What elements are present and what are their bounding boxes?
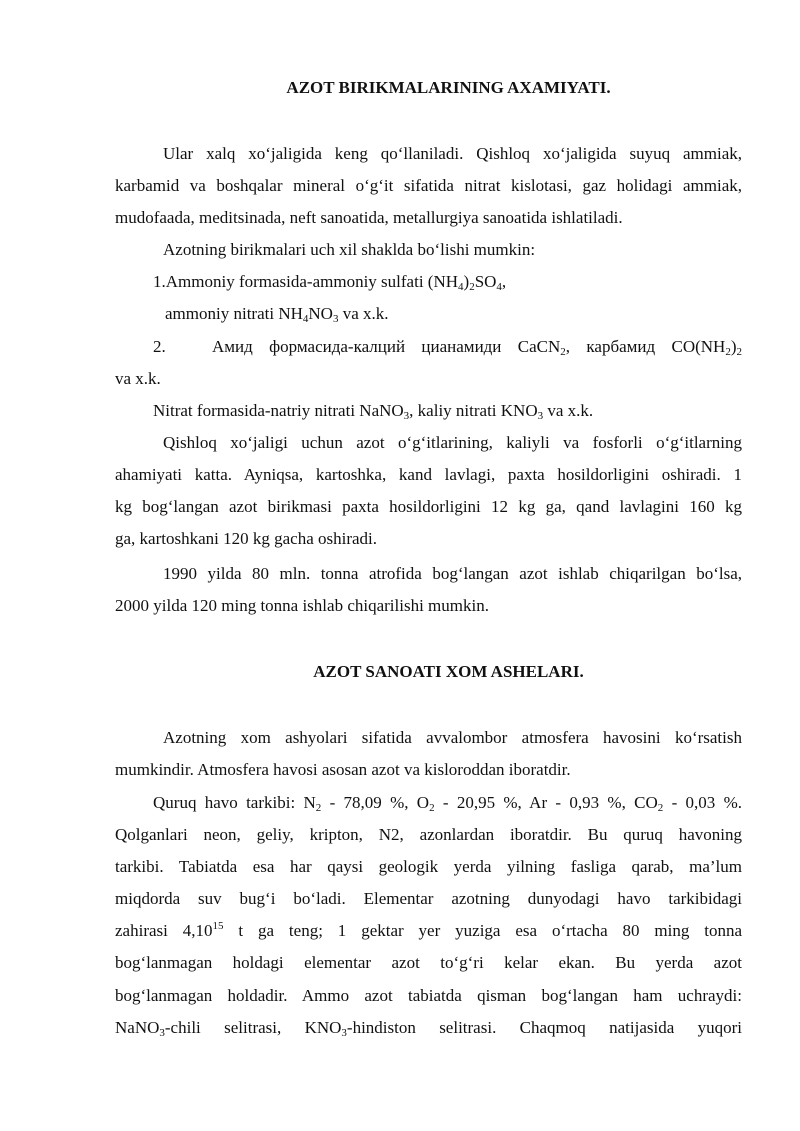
paragraph-line: 2000 yilda 120 ming tonna ishlab chiqarilishi mumkin. [115,596,489,615]
paragraph-line: ga, kartoshkani 120 kg gacha oshiradi. [115,529,378,548]
paragraph-line: mumkindir. Atmosfera havosi asosan azot va kisloroddan iboratdir. [115,760,571,779]
paragraph-line: bog‘lanmagan holdagi elementar azot to‘g‘ri kelar ekan. Bu yerda azot [115,953,742,972]
paragraph-line: Azotning birikmalari uch xil shaklda bo‘lishi mumkin: [163,240,536,259]
paragraph-line: kg bog‘langan azot birikmasi paxta hosildorligini 12 kg ga, qand lavlagini 160 kg [115,497,742,516]
nitrogen-reserve-line: zahirasi 4,10$^{15}$ t ga teng; 1 gektar yer yuziga esa o‘rtacha 80 ming tonna [115,920,743,940]
paragraph-line: 1990 yilda 80 mln. tonna atrofida bog‘langan azot ishlab chiqarilgan bo‘lsa, [163,564,742,583]
list-item-number: 2. [153,337,166,356]
list-item-nitrate: Nitrat formasida-natriy nitrati NaNO$_3$, kaliy nitrati $KNO_3$ va x.k. [153,401,594,422]
paragraph-line: Ular xalq xo‘jaligida keng qo‘llaniladi. Qishloq xo‘jaligida suyuq ammiak, [163,144,742,163]
paragraph-line: mudofaada, meditsinada, neft sanoatida, metallurgiya sanoatida ishlatiladi. [115,208,623,227]
paragraph-line: miqdorda suv bug‘i bo‘ladi. Elementar azotning dunyodagi havo tarkibidagi [115,889,742,908]
section-title-importance: AZOT BIRIKMALARINING AXAMIYATI. [286,78,611,97]
paragraph-line: Qolganlari neon, geliy, kripton, N2, azonlardan iboratdir. Bu quruq havoning [115,825,742,844]
saltpeter-line: NaNO$_3$-chili selitrasi, $KNO_3$-hindiston selitrasi. Chaqmoq natijasida yuqori [115,1018,742,1039]
paragraph-line: Qishloq xo‘jaligi uchun azot o‘g‘itlarining, kaliyli va fosforli o‘g‘itlarning [163,433,742,452]
list-item-amide: Амид формасида-калций цианамиди CaCN$_2$, карбамид $CO(NH_2)_2$ [212,337,743,358]
list-item-amide-cont: va x.k. [115,369,161,388]
list-item-ammonium-cont: ammoniy nitrati $NH_4NO_3$ va x.k. [165,304,389,325]
list-item-ammonium: 1.Ammoniy formasida-ammoniy sulfati $(NH_4)_2SO_4$, [153,272,507,293]
paragraph-line: bog‘lanmagan holdadir. Ammo azot tabiatda qisman bog‘langan ham uchraydi: [115,986,742,1005]
section-title-raw-materials: AZOT SANOATI XOM ASHELARI. [313,662,584,681]
paragraph-line: ahamiyati katta. Ayniqsa, kartoshka, kand lavlagi, paxta hosildorligini oshiradi. 1 [115,465,742,484]
paragraph-line: Azotning xom ashyolari sifatida avvalombor atmosfera havosini ko‘rsatish [163,728,742,747]
paragraph-line: tarkibi. Tabiatda esa har qaysi geologik yerda yilning fasliga qarab, ma’lum [115,857,742,876]
air-composition-line: Quruq havo tarkibi: $N_2 - 78,09$ %, $O_2 - 20,95$ %, Ar - 0,93 %, $CO_2 - 0,03$ %. [153,793,742,814]
paragraph-line: karbamid va boshqalar mineral o‘g‘it sifatida nitrat kislotasi, gaz holidagi ammiak, [115,176,742,195]
